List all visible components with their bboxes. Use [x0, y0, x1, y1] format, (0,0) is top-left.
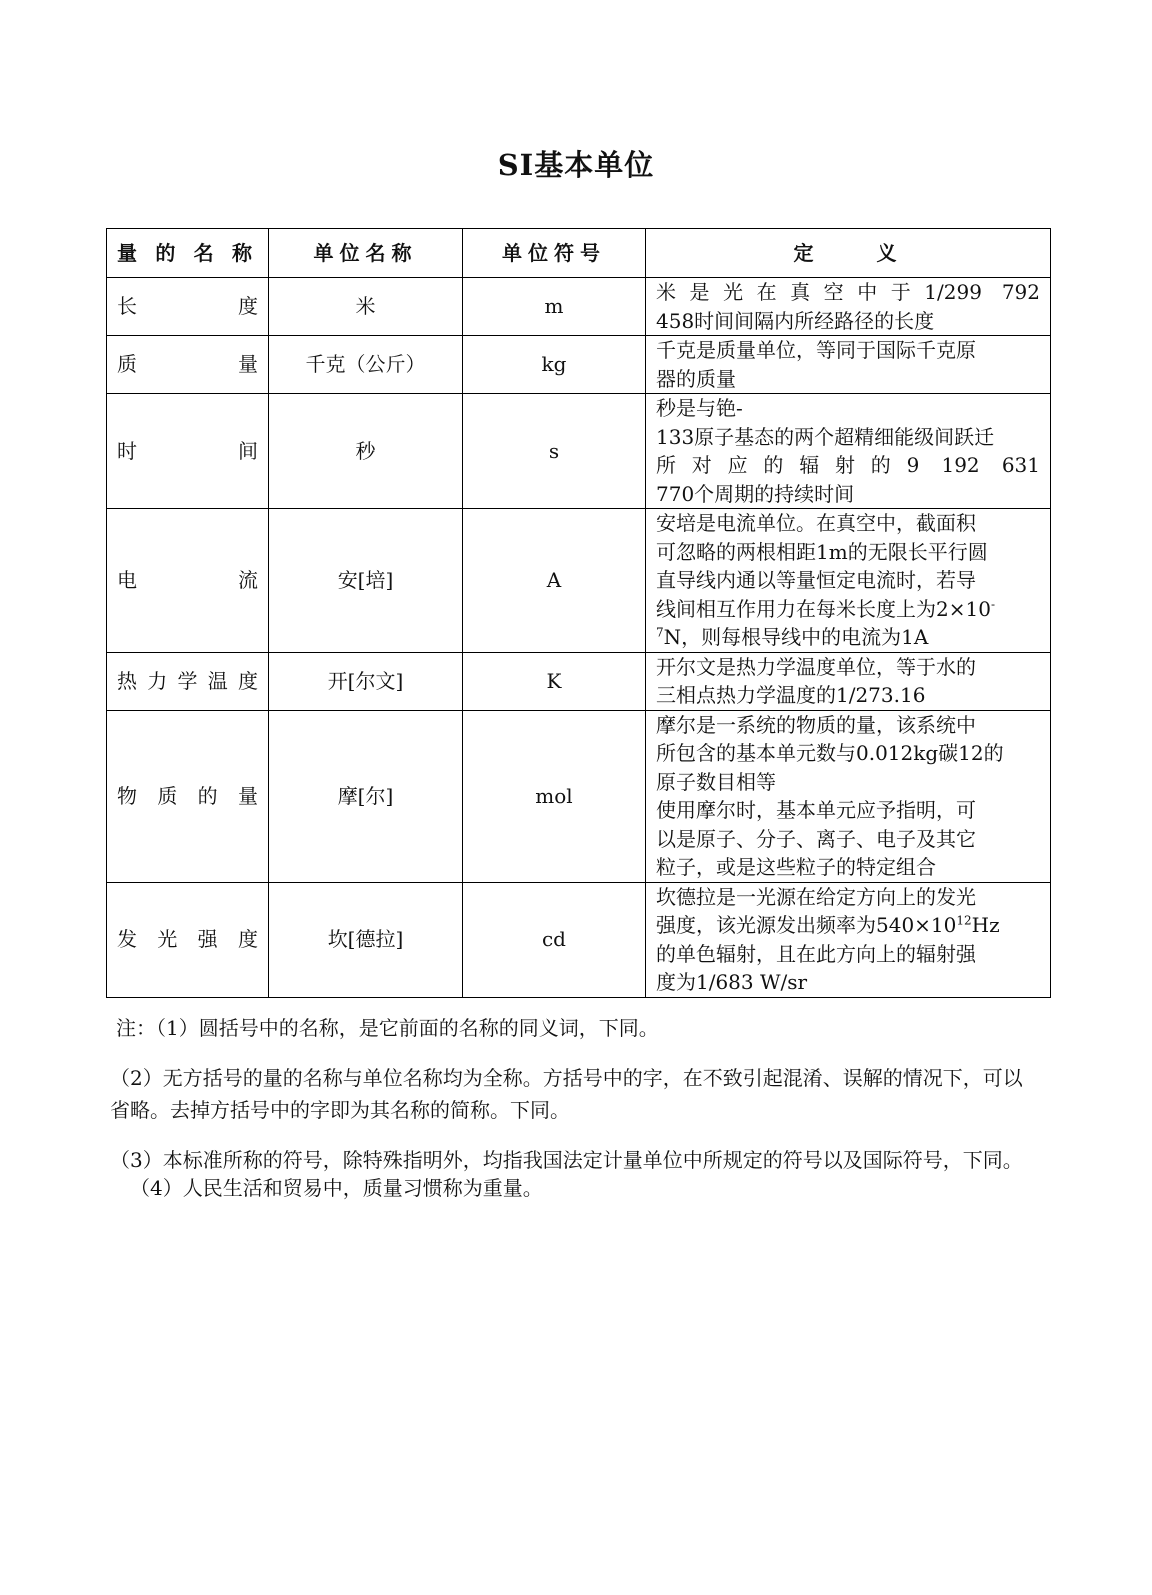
- unit-symbol-cell: m: [463, 278, 646, 336]
- exponent-superscript: 7: [656, 625, 664, 640]
- definition-line: 米是光在真空中于1/299 792: [656, 280, 1040, 304]
- definition-line: 坎德拉是一光源在给定方向上的发光: [656, 884, 976, 909]
- definition-cell: [646, 710, 1051, 882]
- definition-text: Hz: [971, 913, 1000, 937]
- definition-line: 使用摩尔时，基本单元应予指明，可: [656, 798, 976, 822]
- definition-line: 所包含的基本单元数与0.012kg碳12的: [656, 741, 1004, 765]
- quantity-name-cell: 发光强度: [107, 882, 269, 997]
- definition-line: 器的质量: [656, 366, 736, 391]
- definition-text: 强度，该光源发出频率为540×10: [656, 913, 957, 937]
- unit-name-cell: 秒: [269, 394, 463, 509]
- definition-line: 度为1/683 W/sr: [656, 970, 808, 994]
- definition-line: 原子数目相等: [656, 769, 776, 794]
- unit-symbol-cell: s: [463, 394, 646, 509]
- unit-symbol-cell: mol: [463, 710, 646, 882]
- unit-symbol-cell: A: [463, 509, 646, 653]
- quantity-name-cell: 质量: [107, 336, 269, 394]
- unit-name-cell: 安[培]: [269, 509, 463, 653]
- definition-text: N，则每根导线中的电流为1A: [663, 625, 929, 649]
- header-unit-symbol: 单位符号: [463, 229, 646, 278]
- quantity-name-cell: 热力学温度: [107, 652, 269, 710]
- page-title: SI基本单位: [497, 148, 655, 182]
- table-header-row: [107, 229, 1051, 278]
- note-1: 注：（1）圆括号中的名称，是它前面的名称的同义词，下同。: [116, 1016, 659, 1040]
- unit-name-cell: 坎[德拉]: [269, 882, 463, 997]
- quantity-name-cell: 长度: [107, 278, 269, 336]
- note-2: （2）无方括号的量的名称与单位名称均为全称。方括号中的字，在不致引起混淆、误解的情况下，可以省略。去掉方括号中的字即为其名称的简称。下同。: [110, 1066, 1023, 1122]
- definition-cell: [646, 509, 1051, 653]
- definition-line: [656, 623, 1040, 652]
- table-row: [107, 652, 1051, 710]
- definition-line: 三相点热力学温度的1/273.16: [656, 683, 926, 707]
- note-3: （3）本标准所称的符号，除特殊指明外，均指我国法定计量单位中所规定的符号以及国际符号，下同。: [110, 1148, 1023, 1172]
- header-unit-name: 单位名称: [269, 229, 463, 278]
- table-row: [107, 710, 1051, 882]
- header-quantity-name: 量的名称: [107, 229, 269, 278]
- table-row: [107, 882, 1051, 997]
- table-row: [107, 336, 1051, 394]
- table-row: [107, 394, 1051, 509]
- definition-line: 所对应的辐射的9 192 631: [656, 453, 1040, 477]
- definition-cell: [646, 882, 1051, 997]
- quantity-name-cell: 时间: [107, 394, 269, 509]
- definition-line: [656, 911, 1040, 940]
- definition-line: 安培是电流单位。在真空中，截面积: [656, 511, 976, 535]
- definition-line: 770个周期的持续时间: [656, 481, 855, 506]
- definition-line: 可忽略的两根相距1m的无限长平行圆: [656, 539, 988, 564]
- definition-line: 的单色辐射，且在此方向上的辐射强: [656, 941, 976, 966]
- definition-line: 秒是与铯-: [656, 396, 743, 420]
- table-row: [107, 509, 1051, 653]
- definition-line: 以是原子、分子、离子、电子及其它: [656, 826, 976, 851]
- notes-section: [110, 1012, 1036, 1204]
- exponent-superscript: -: [990, 596, 995, 611]
- definition-cell: [646, 394, 1051, 509]
- unit-name-cell: 千克（公斤）: [269, 336, 463, 394]
- definition-line: 粒子，或是这些粒子的特定组合: [656, 855, 936, 879]
- definition-line: 摩尔是一系统的物质的量，该系统中: [656, 712, 976, 737]
- si-base-units-table: [106, 228, 1051, 998]
- unit-name-cell: 开[尔文]: [269, 652, 463, 710]
- definition-line: 千克是质量单位，等同于国际千克原: [656, 338, 976, 362]
- definition-line: 直导线内通以等量恒定电流时，若导: [656, 568, 976, 592]
- definition-cell: [646, 336, 1051, 394]
- definition-cell: [646, 278, 1051, 336]
- unit-symbol-cell: kg: [463, 336, 646, 394]
- definition-line: 458时间间隔内所经路径的长度: [656, 308, 935, 333]
- definition-line: [656, 595, 1040, 624]
- definition-text: 线间相互作用力在每米长度上为2×10: [656, 596, 991, 621]
- unit-symbol-cell: cd: [463, 882, 646, 997]
- quantity-name-cell: 物质的量: [107, 710, 269, 882]
- unit-symbol-cell: K: [463, 652, 646, 710]
- note-4: （4）人民生活和贸易中，质量习惯称为重量。: [130, 1176, 543, 1200]
- definition-line: 133原子基态的两个超精细能级间跃迁: [656, 424, 995, 449]
- quantity-name-cell: 电流: [107, 509, 269, 653]
- definition-cell: [646, 652, 1051, 710]
- exponent-superscript: 12: [956, 913, 972, 928]
- unit-name-cell: 米: [269, 278, 463, 336]
- unit-name-cell: 摩[尔]: [269, 710, 463, 882]
- table-row: [107, 278, 1051, 336]
- definition-line: 开尔文是热力学温度单位，等于水的: [656, 654, 976, 679]
- header-definition: 定 义: [646, 229, 1051, 278]
